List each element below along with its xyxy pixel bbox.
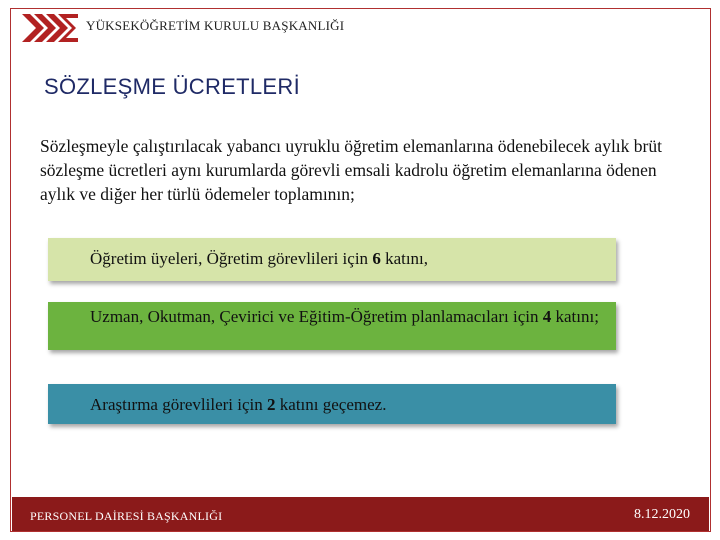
item-number: 2 <box>267 395 276 414</box>
item-text-before: Araştırma görevlileri için <box>90 395 268 414</box>
footer-department: PERSONEL DAİRESİ BAŞKANLIĞI <box>30 509 223 523</box>
list-item <box>48 238 616 281</box>
item-text-after: katını, <box>380 249 429 268</box>
item-text-after: katını geçemez. <box>275 395 387 414</box>
footer-date: 8.12.2020 <box>634 507 690 522</box>
intro-paragraph: Sözleşmeyle çalıştırılacak yabancı uyruklu öğretim elemanlarına ödenebilecek aylık brüt sözleşme ücretleri aynı kurumlarda görevli emsali kadrolu öğretim elemanlarına ödenen aylık ve diğer her türlü ödemeler toplamının; <box>40 136 662 204</box>
item-number: 4 <box>542 307 552 326</box>
page-title: SÖZLEŞME ÜCRETLERİ <box>44 74 301 99</box>
item-number: 6 <box>372 249 381 268</box>
list-item <box>48 302 616 350</box>
item-text-before: Öğretim üyeleri, Öğretim görevlileri için <box>90 249 373 268</box>
item-text-after: katını; <box>551 307 599 326</box>
list-item <box>48 384 616 424</box>
yok-logo-icon <box>22 14 78 42</box>
item-text-before: Uzman, Okutman, Çevirici ve Eğitim-Öğretim planlamacıları için <box>90 307 543 326</box>
org-name: YÜKSEKÖĞRETİM KURULU BAŞKANLIĞI <box>86 18 345 33</box>
